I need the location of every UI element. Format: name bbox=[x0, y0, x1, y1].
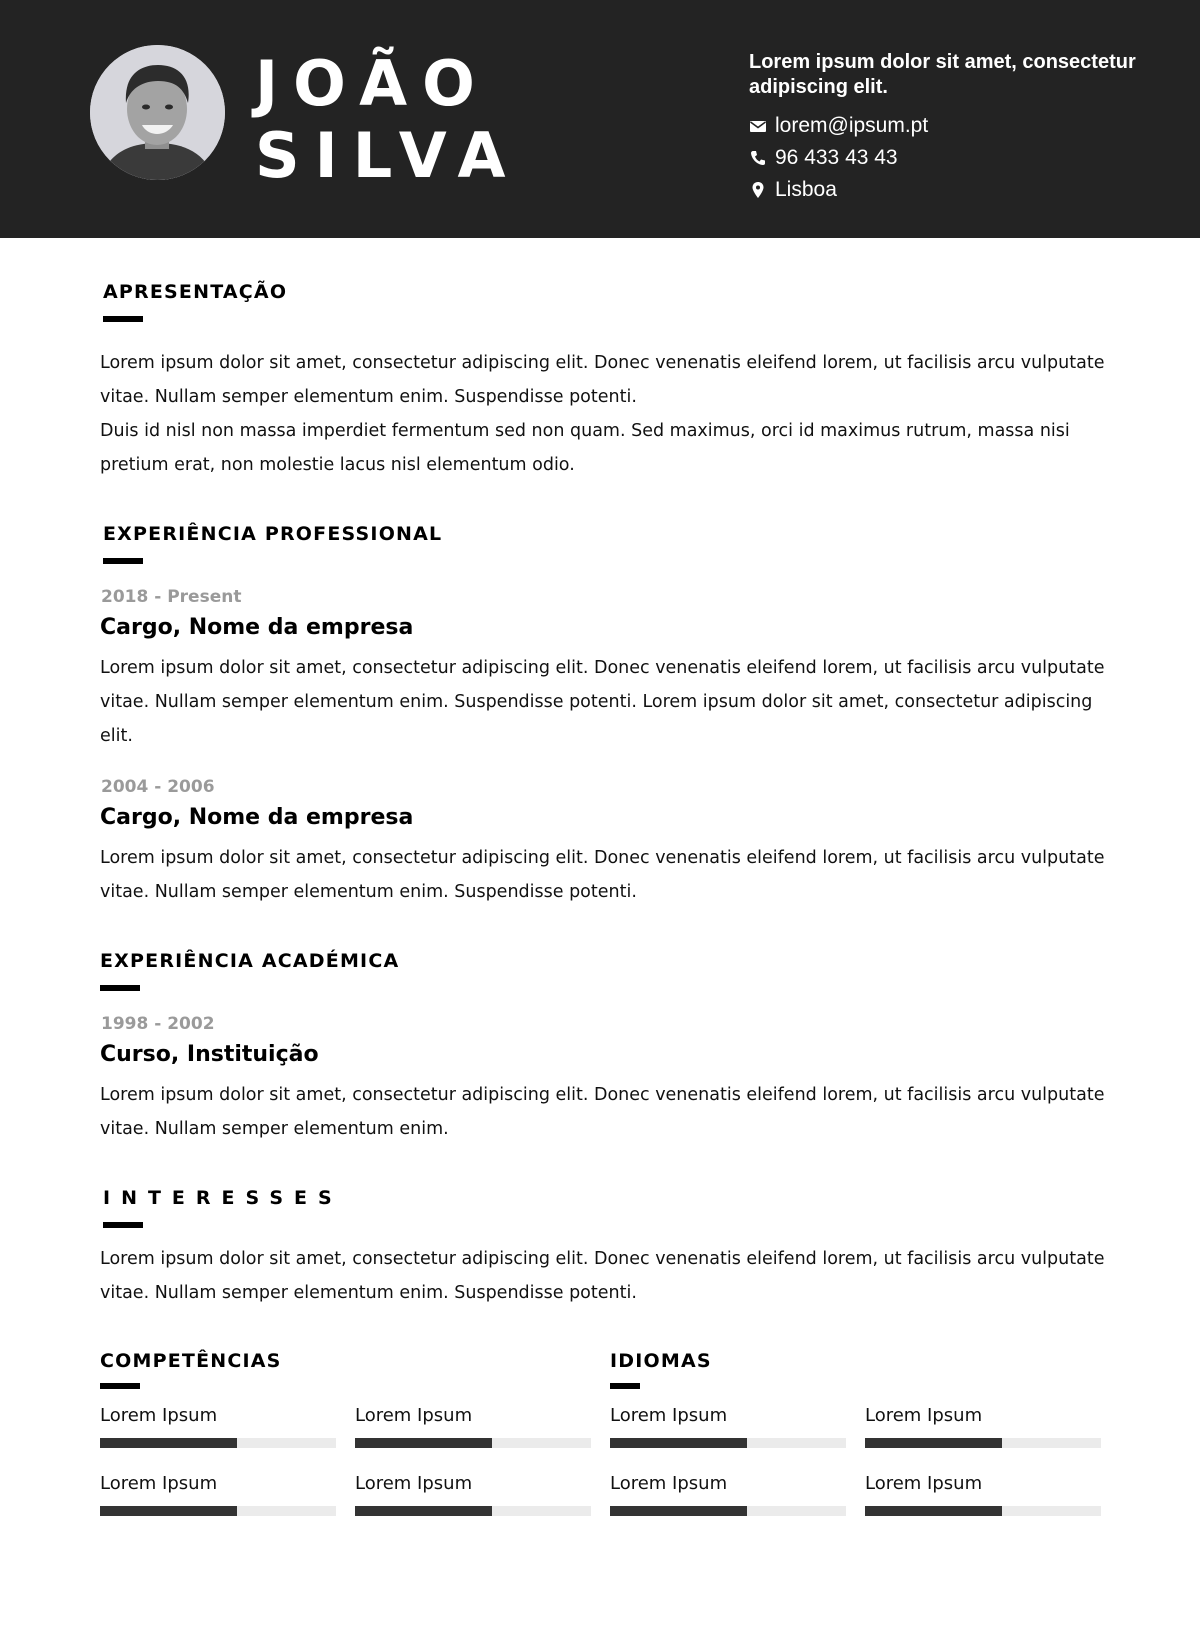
profile-photo bbox=[90, 45, 225, 180]
language-bar-track bbox=[865, 1506, 1101, 1516]
first-name: JOÃO bbox=[255, 47, 490, 120]
phone-icon bbox=[749, 149, 767, 167]
language-item bbox=[610, 1470, 846, 1516]
tagline: Lorem ipsum dolor sit amet, consectetur adipiscing elit. bbox=[749, 51, 1136, 98]
skill-label: Lorem Ipsum bbox=[355, 1473, 473, 1494]
skill-bar-track bbox=[100, 1506, 336, 1516]
contact-email[interactable] bbox=[749, 113, 928, 139]
skill-item bbox=[100, 1470, 336, 1516]
section-title-apresentacao: APRESENTAÇÃO bbox=[103, 281, 288, 303]
section-title-experiencia: EXPERIÊNCIA PROFESSIONAL bbox=[103, 523, 443, 545]
section-underline bbox=[100, 985, 140, 991]
location-text: Lisboa bbox=[775, 178, 837, 201]
apresentacao-paragraph-1: Lorem ipsum dolor sit amet, consectetur adipiscing elit. Donec venenatis eleifend lorem, ut facilisis arcu vulputate vitae. Nullam semper elementum enim. Suspendisse potenti. bbox=[100, 353, 1105, 407]
full-name bbox=[255, 48, 520, 192]
language-item bbox=[865, 1470, 1101, 1516]
section-underline bbox=[103, 316, 143, 322]
section-underline bbox=[610, 1383, 640, 1389]
section-title-academica: EXPERIÊNCIA ACADÉMICA bbox=[100, 950, 400, 972]
email-text: lorem@ipsum.pt bbox=[775, 114, 929, 137]
skill-bar-track bbox=[355, 1506, 591, 1516]
skill-bar-fill bbox=[100, 1438, 237, 1448]
course-description: Lorem ipsum dolor sit amet, consectetur adipiscing elit. Donec venenatis eleifend lorem, ut facilisis arcu vulputate vitae. Nullam semper elementum enim. bbox=[100, 1085, 1105, 1139]
skill-label: Lorem Ipsum bbox=[100, 1405, 218, 1426]
section-underline bbox=[100, 1383, 140, 1389]
language-label: Lorem Ipsum bbox=[610, 1405, 728, 1426]
job-title: Cargo, Nome da empresa bbox=[100, 615, 414, 640]
course-title: Curso, Instituição bbox=[100, 1042, 319, 1067]
language-bar-fill bbox=[865, 1506, 1002, 1516]
job-description: Lorem ipsum dolor sit amet, consectetur adipiscing elit. Donec venenatis eleifend lorem, ut facilisis arcu vulputate vitae. Nullam semper elementum enim. Suspendisse potenti. bbox=[100, 848, 1105, 902]
job-description: Lorem ipsum dolor sit amet, consectetur adipiscing elit. Donec venenatis eleifend lorem, ut facilisis arcu vulputate vitae. Nullam semper elementum enim. Suspendisse potenti. Lorem ipsum dolor sit amet, consectetur adipiscing elit. bbox=[100, 658, 1105, 746]
job-title: Cargo, Nome da empresa bbox=[100, 805, 414, 830]
contact-location bbox=[749, 177, 837, 203]
course-date: 1998 - 2002 bbox=[101, 1014, 215, 1034]
apresentacao-paragraph-2: Duis id nisl non massa imperdiet fermentum sed non quam. Sed maximus, orci id maximus rutrum, massa nisi pretium erat, non molestie lacus nisl elementum odio. bbox=[100, 421, 1070, 475]
language-bar-track bbox=[610, 1438, 846, 1448]
section-title-competencias: COMPETÊNCIAS bbox=[100, 1350, 282, 1372]
language-label: Lorem Ipsum bbox=[865, 1473, 983, 1494]
language-bar-fill bbox=[610, 1506, 747, 1516]
skill-bar-track bbox=[355, 1438, 591, 1448]
language-item bbox=[865, 1402, 1101, 1448]
section-underline bbox=[103, 1222, 143, 1228]
location-pin-icon bbox=[749, 181, 767, 199]
contact-phone[interactable] bbox=[749, 145, 898, 171]
language-label: Lorem Ipsum bbox=[610, 1473, 728, 1494]
skill-bar-fill bbox=[100, 1506, 237, 1516]
language-bar-track bbox=[865, 1438, 1101, 1448]
job-date: 2018 - Present bbox=[101, 587, 242, 607]
skill-label: Lorem Ipsum bbox=[355, 1405, 473, 1426]
language-bar-fill bbox=[865, 1438, 1002, 1448]
skill-label: Lorem Ipsum bbox=[100, 1473, 218, 1494]
envelope-icon bbox=[749, 117, 767, 135]
section-title-idiomas: IDIOMAS bbox=[610, 1350, 712, 1372]
skill-item bbox=[355, 1402, 591, 1448]
language-bar-fill bbox=[610, 1438, 747, 1448]
last-name: SILVA bbox=[255, 119, 521, 192]
skill-item bbox=[355, 1470, 591, 1516]
skill-item bbox=[100, 1402, 336, 1448]
interesses-text: Lorem ipsum dolor sit amet, consectetur adipiscing elit. Donec venenatis eleifend lorem, ut facilisis arcu vulputate vitae. Nullam semper elementum enim. Suspendisse potenti. bbox=[100, 1249, 1105, 1303]
language-bar-track bbox=[610, 1506, 846, 1516]
job-date: 2004 - 2006 bbox=[101, 777, 215, 797]
skill-bar-fill bbox=[355, 1438, 492, 1448]
header-banner bbox=[0, 0, 1200, 238]
apresentacao-text bbox=[100, 346, 1110, 482]
phone-text: 96 433 43 43 bbox=[775, 146, 898, 169]
avatar bbox=[90, 45, 225, 180]
skill-bar-track bbox=[100, 1438, 336, 1448]
section-underline bbox=[103, 558, 143, 564]
language-item bbox=[610, 1402, 846, 1448]
section-title-interesses: INTERESSES bbox=[103, 1187, 343, 1209]
skill-bar-fill bbox=[355, 1506, 492, 1516]
language-label: Lorem Ipsum bbox=[865, 1405, 983, 1426]
